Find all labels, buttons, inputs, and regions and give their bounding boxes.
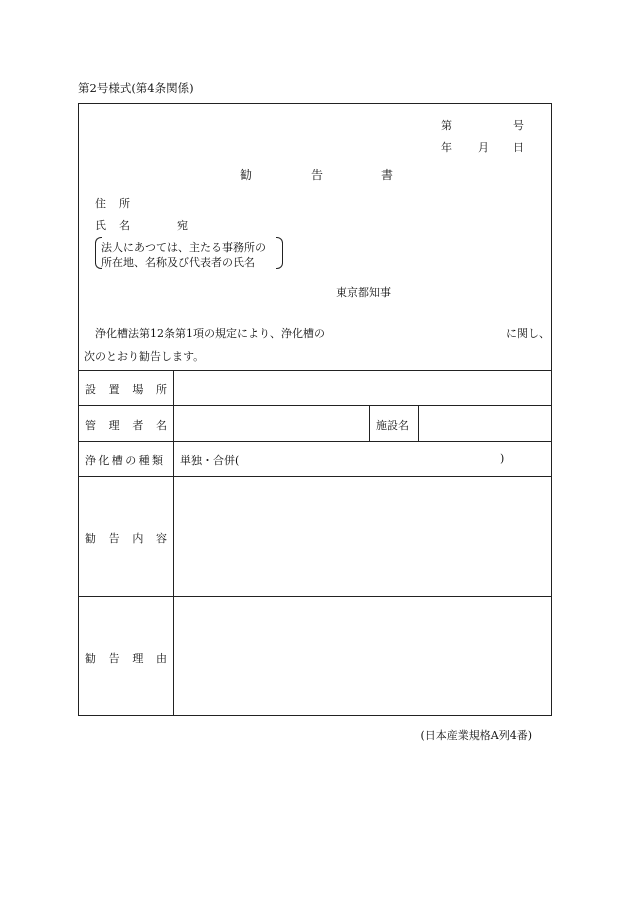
manager-char-4: 名 [155, 419, 167, 432]
septic-type-value-start: 単独・合併( [180, 454, 240, 467]
manager-char-3: 者 [132, 419, 144, 432]
septic-type-value-end: ) [500, 452, 505, 465]
address-label-char-1: 住 [95, 197, 106, 210]
septic-type-label: 浄化槽の種類 [85, 454, 166, 467]
title-char-1: 勧 [240, 168, 253, 182]
facility-label-left-rule [369, 405, 370, 441]
content-char-1: 勧 [85, 532, 96, 545]
body-line-1-start: 浄化槽法第12条第1項の規定により、浄化槽の [95, 327, 325, 340]
advice-reason-field[interactable] [176, 598, 548, 714]
content-char-3: 内 [132, 532, 144, 545]
location-label [85, 381, 167, 397]
form-number-label: 第2号様式(第4条関係) [78, 81, 194, 95]
location-char-3: 場 [132, 383, 144, 396]
row-rule-2 [78, 441, 552, 442]
name-label-char-2: 名 [119, 219, 130, 232]
advice-reason-label [85, 650, 167, 666]
title-char-2: 告 [311, 168, 324, 182]
table-top-rule [78, 370, 552, 371]
advice-content-label [85, 530, 167, 546]
row-rule-3 [78, 476, 552, 477]
facility-name-label: 施設名 [376, 419, 409, 432]
label-column-rule [173, 370, 174, 716]
body-line-2: 次のとおり勧告します。 [84, 350, 205, 363]
content-char-4: 容 [155, 532, 167, 545]
date-year: 年 [441, 141, 452, 154]
location-char-1: 設 [85, 383, 96, 396]
manager-label [85, 417, 167, 433]
location-char-2: 置 [108, 383, 120, 396]
manager-char-1: 管 [85, 419, 96, 432]
date-day: 日 [513, 141, 524, 154]
location-value-field[interactable] [176, 372, 548, 403]
number-suffix: 号 [513, 119, 524, 132]
addressee-honorific: 宛 [177, 219, 188, 232]
body-line-1-end: に関し、 [506, 327, 550, 340]
bracket-right [276, 237, 283, 269]
name-label-char-1: 氏 [95, 219, 106, 232]
corporate-note-line-2: 所在地、名称及び代表者の氏名 [101, 256, 255, 269]
reason-char-3: 理 [132, 652, 144, 665]
reason-char-1: 勧 [85, 652, 96, 665]
number-prefix: 第 [441, 119, 452, 132]
location-char-4: 所 [155, 383, 167, 396]
corporate-note-line-1: 法人にあつては、主たる事務所の [101, 241, 266, 254]
manager-char-2: 理 [108, 419, 120, 432]
row-rule-4 [78, 596, 552, 597]
date-month: 月 [478, 141, 489, 154]
issuer-name: 東京都知事 [336, 286, 391, 299]
reason-char-2: 告 [108, 652, 120, 665]
address-label-char-2: 所 [119, 197, 130, 210]
manager-value-field[interactable] [176, 407, 366, 439]
content-char-2: 告 [108, 532, 120, 545]
facility-label-right-rule [418, 405, 419, 441]
row-rule-1 [78, 405, 552, 406]
title-char-3: 書 [381, 168, 394, 182]
reason-char-4: 由 [155, 652, 167, 665]
paper-size-note: (日本産業規格A列4番) [420, 729, 532, 742]
facility-name-field[interactable] [421, 407, 549, 439]
advice-content-field[interactable] [176, 478, 548, 594]
